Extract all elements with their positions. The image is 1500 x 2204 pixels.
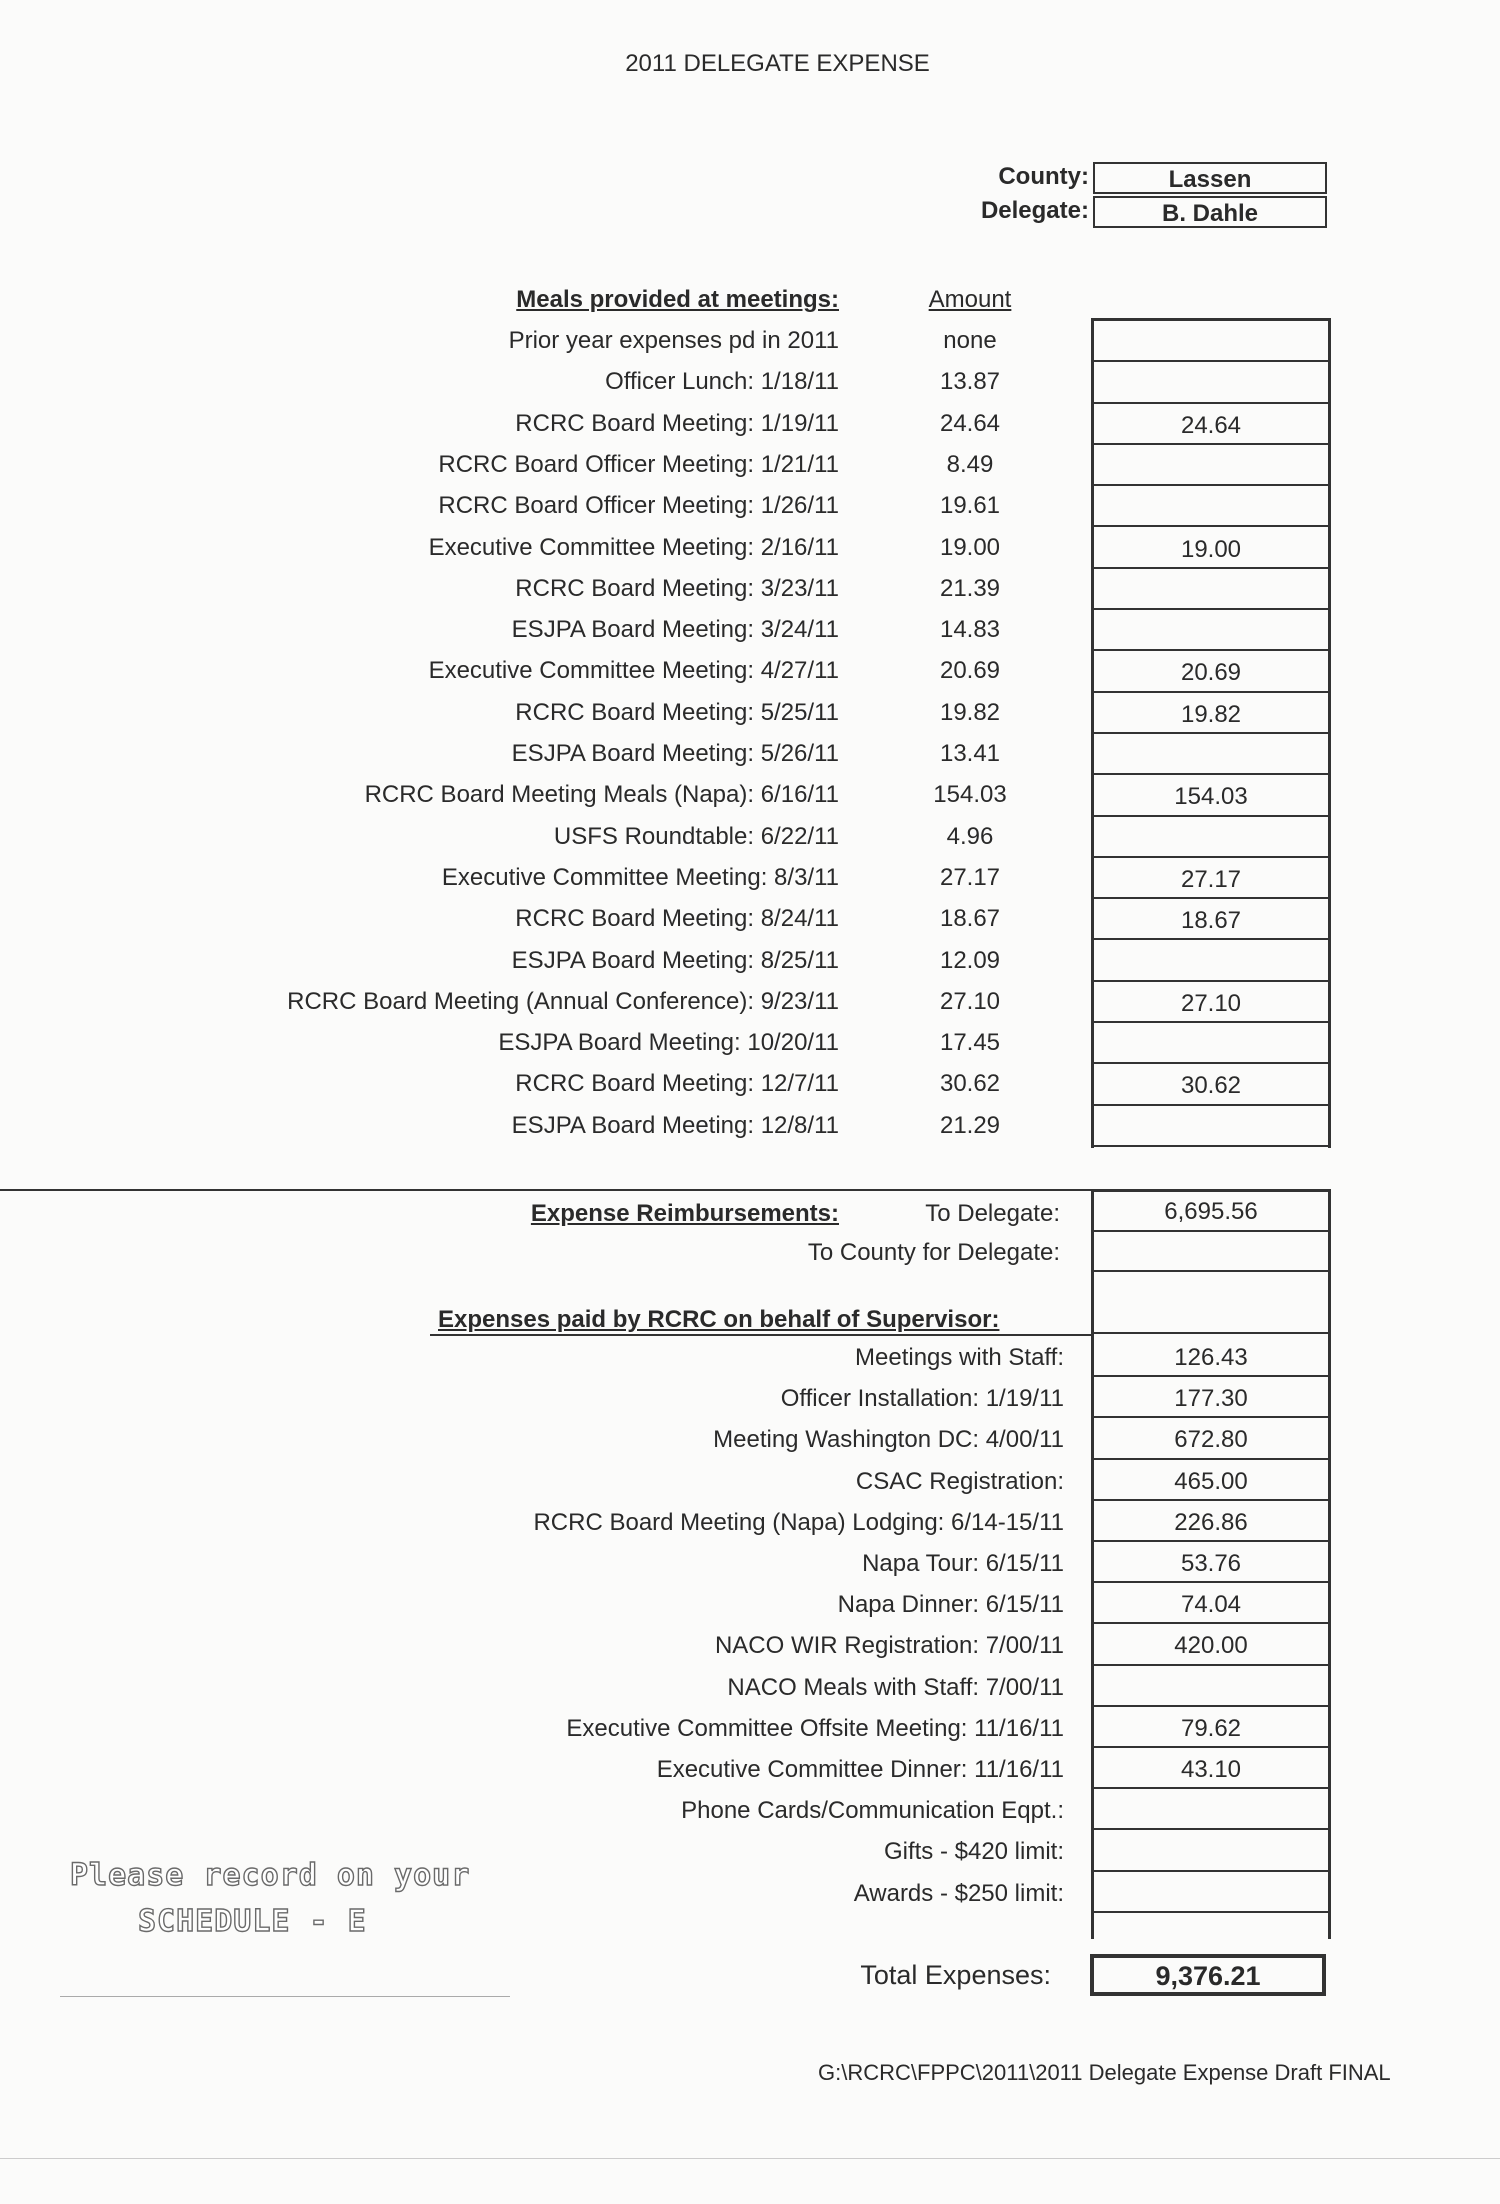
rcrc-row-value-cell: 126.43 <box>1094 1336 1328 1377</box>
meal-row-label: Executive Committee Meeting: 8/3/11 <box>441 863 839 891</box>
meal-row-amount: 18.67 <box>939 905 1001 933</box>
paid-by-rcrc-underline <box>430 1334 1091 1336</box>
reimbursements-heading: Expense Reimbursements: <box>530 1200 839 1227</box>
schedule-e-stamp-line1: Please record on your <box>70 1858 471 1893</box>
rcrc-row-label: Executive Committee Dinner: 11/16/11 <box>656 1756 1064 1783</box>
rcrc-row-value-cell: 420.00 <box>1094 1624 1328 1665</box>
meal-row-reimbursed-cell <box>1094 817 1328 858</box>
meal-row-amount: 13.41 <box>939 740 1001 767</box>
meal-row-label: RCRC Board Officer Meeting: 1/26/11 <box>438 492 839 520</box>
meal-row-amount: 19.00 <box>939 533 1001 561</box>
to-delegate-label: To Delegate: <box>925 1200 1060 1227</box>
meal-row-label: Prior year expenses pd in 2011 <box>508 327 839 354</box>
meals-heading: Meals provided at meetings: <box>516 286 839 313</box>
to-county-label: To County for Delegate: <box>807 1239 1060 1266</box>
rcrc-row-label: Gifts - $420 limit: <box>883 1838 1064 1866</box>
meal-row-amount: 21.39 <box>939 574 1001 602</box>
meal-row-label: RCRC Board Meeting: 1/19/11 <box>515 409 839 437</box>
meal-row-label: RCRC Board Meeting: 8/24/11 <box>515 905 839 933</box>
meal-row-amount: 27.10 <box>939 987 1001 1015</box>
meal-row-amount: 14.83 <box>939 616 1001 644</box>
rcrc-row-label: Officer Installation: 1/19/11 <box>780 1385 1064 1413</box>
total-label: Total Expenses: <box>860 1960 1051 1990</box>
meal-row-reimbursed-cell: 19.00 <box>1094 528 1328 569</box>
meal-row-reimbursed-cell <box>1094 610 1328 651</box>
amount-heading: Amount <box>928 286 1012 313</box>
reimb-box-right-border <box>1328 1189 1331 1939</box>
meal-row-amount: 13.87 <box>939 368 1001 396</box>
rcrc-row-value-cell: 177.30 <box>1094 1377 1328 1418</box>
meal-row-reimbursed-cell <box>1094 486 1328 527</box>
to-county-value <box>1094 1232 1328 1272</box>
meals-box-right-border <box>1328 318 1331 1148</box>
meal-row-reimbursed-cell: 18.67 <box>1094 899 1328 940</box>
rcrc-row-value-cell: 672.80 <box>1094 1418 1328 1459</box>
meal-row-reimbursed-cell <box>1094 362 1328 403</box>
meal-row-label: RCRC Board Meeting (Annual Conference): 9/23/11 <box>287 987 839 1015</box>
meal-row-amount: 27.17 <box>939 863 1001 891</box>
meal-row-label: ESJPA Board Meeting: 3/24/11 <box>511 616 839 644</box>
meal-row-reimbursed-cell <box>1094 941 1328 982</box>
meal-row-reimbursed-cell <box>1094 1106 1328 1147</box>
meal-row-amount: 8.49 <box>946 450 994 478</box>
rcrc-row-label: Meeting Washington DC: 4/00/11 <box>713 1426 1064 1454</box>
meal-row-label: RCRC Board Officer Meeting: 1/21/11 <box>438 450 839 478</box>
paid-by-rcrc-spacer-cell <box>1094 1272 1328 1334</box>
footer-file-path: G:\RCRC\FPPC\2011\2011 Delegate Expense Draft FINAL <box>818 2060 1391 2085</box>
schedule-e-stamp-line2: SCHEDULE - E <box>138 1904 367 1939</box>
paid-by-rcrc-heading: Expenses paid by RCRC on behalf of Supervisor: <box>438 1306 1000 1333</box>
meal-row-reimbursed-cell: 27.10 <box>1094 982 1328 1023</box>
rcrc-row-value-cell: 53.76 <box>1094 1542 1328 1583</box>
meal-row-label: RCRC Board Meeting Meals (Napa): 6/16/11 <box>364 781 839 809</box>
rcrc-row-value-cell: 74.04 <box>1094 1583 1328 1624</box>
meal-row-amount: 30.62 <box>939 1070 1001 1098</box>
total-value: 9,376.21 <box>1090 1954 1326 1996</box>
meal-row-reimbursed-cell <box>1094 569 1328 610</box>
meal-row-reimbursed-cell: 19.82 <box>1094 693 1328 734</box>
rcrc-row-value-cell <box>1094 1830 1328 1871</box>
rcrc-row-label: Executive Committee Offsite Meeting: 11/16/11 <box>566 1714 1064 1742</box>
meal-row-amount: none <box>943 327 997 354</box>
signature-dash-line <box>60 1996 510 1997</box>
meal-row-label: Executive Committee Meeting: 2/16/11 <box>428 533 839 561</box>
meal-row-label: ESJPA Board Meeting: 5/26/11 <box>511 740 839 767</box>
meal-row-reimbursed-cell <box>1094 321 1328 362</box>
delegate-value: B. Dahle <box>1093 196 1327 228</box>
rcrc-row-value-cell: 79.62 <box>1094 1707 1328 1748</box>
rcrc-row-label: CSAC Registration: <box>855 1467 1064 1495</box>
meal-row-reimbursed-cell <box>1094 445 1328 486</box>
meal-row-amount: 154.03 <box>933 781 1007 809</box>
rcrc-row-label: Phone Cards/Communication Eqpt.: <box>681 1797 1064 1825</box>
rcrc-row-label: Meetings with Staff: <box>855 1344 1064 1371</box>
rcrc-row-value-cell <box>1094 1789 1328 1830</box>
meal-row-label: USFS Roundtable: 6/22/11 <box>553 822 839 850</box>
meal-row-reimbursed-cell <box>1094 734 1328 775</box>
rcrc-row-label: RCRC Board Meeting (Napa) Lodging: 6/14-15/11 <box>533 1508 1064 1536</box>
rcrc-row-label: NACO WIR Registration: 7/00/11 <box>714 1632 1064 1660</box>
rcrc-row-value-cell: 465.00 <box>1094 1460 1328 1501</box>
meal-row-amount: 20.69 <box>939 657 1001 685</box>
rcrc-row-value-cell: 43.10 <box>1094 1748 1328 1789</box>
meal-row-amount: 24.64 <box>939 409 1001 437</box>
meal-row-label: RCRC Board Meeting: 12/7/11 <box>515 1070 839 1098</box>
meal-row-label: ESJPA Board Meeting: 8/25/11 <box>511 946 839 974</box>
meal-row-reimbursed-cell <box>1094 1023 1328 1064</box>
rcrc-row-label: NACO Meals with Staff: 7/00/11 <box>727 1673 1064 1701</box>
meal-row-label: ESJPA Board Meeting: 10/20/11 <box>498 1029 839 1057</box>
rcrc-row-value-cell <box>1094 1872 1328 1913</box>
meal-row-amount: 12.09 <box>939 946 1001 974</box>
bottom-edge-line <box>0 2158 1500 2159</box>
meal-row-label: Officer Lunch: 1/18/11 <box>605 368 839 396</box>
to-delegate-value: 6,695.56 <box>1094 1192 1328 1232</box>
page-title: 2011 DELEGATE EXPENSE <box>625 50 930 77</box>
delegate-label: Delegate: <box>980 197 1089 224</box>
rcrc-row-label: Napa Tour: 6/15/11 <box>862 1550 1064 1577</box>
meal-row-reimbursed-cell: 30.62 <box>1094 1064 1328 1105</box>
section-divider <box>0 1189 1091 1191</box>
county-value: Lassen <box>1093 162 1327 194</box>
meal-row-label: ESJPA Board Meeting: 12/8/11 <box>511 1111 839 1139</box>
rcrc-row-label: Awards - $250 limit: <box>853 1879 1064 1907</box>
rcrc-row-value-cell <box>1094 1666 1328 1707</box>
meal-row-amount: 17.45 <box>939 1029 1001 1057</box>
meal-row-label: RCRC Board Meeting: 3/23/11 <box>515 574 839 602</box>
meal-row-amount: 4.96 <box>946 822 994 850</box>
meal-row-amount: 19.61 <box>939 492 1001 520</box>
rcrc-row-label: Napa Dinner: 6/15/11 <box>837 1591 1064 1619</box>
county-label: County: <box>998 163 1089 190</box>
meal-row-label: RCRC Board Meeting: 5/25/11 <box>515 698 839 726</box>
meal-row-reimbursed-cell: 24.64 <box>1094 404 1328 445</box>
meal-row-label: Executive Committee Meeting: 4/27/11 <box>428 657 839 685</box>
rcrc-row-value-cell: 226.86 <box>1094 1501 1328 1542</box>
meal-row-amount: 21.29 <box>939 1111 1001 1139</box>
meal-row-reimbursed-cell: 20.69 <box>1094 651 1328 692</box>
meal-row-reimbursed-cell: 154.03 <box>1094 775 1328 816</box>
meal-row-reimbursed-cell: 27.17 <box>1094 858 1328 899</box>
meal-row-amount: 19.82 <box>939 698 1001 726</box>
